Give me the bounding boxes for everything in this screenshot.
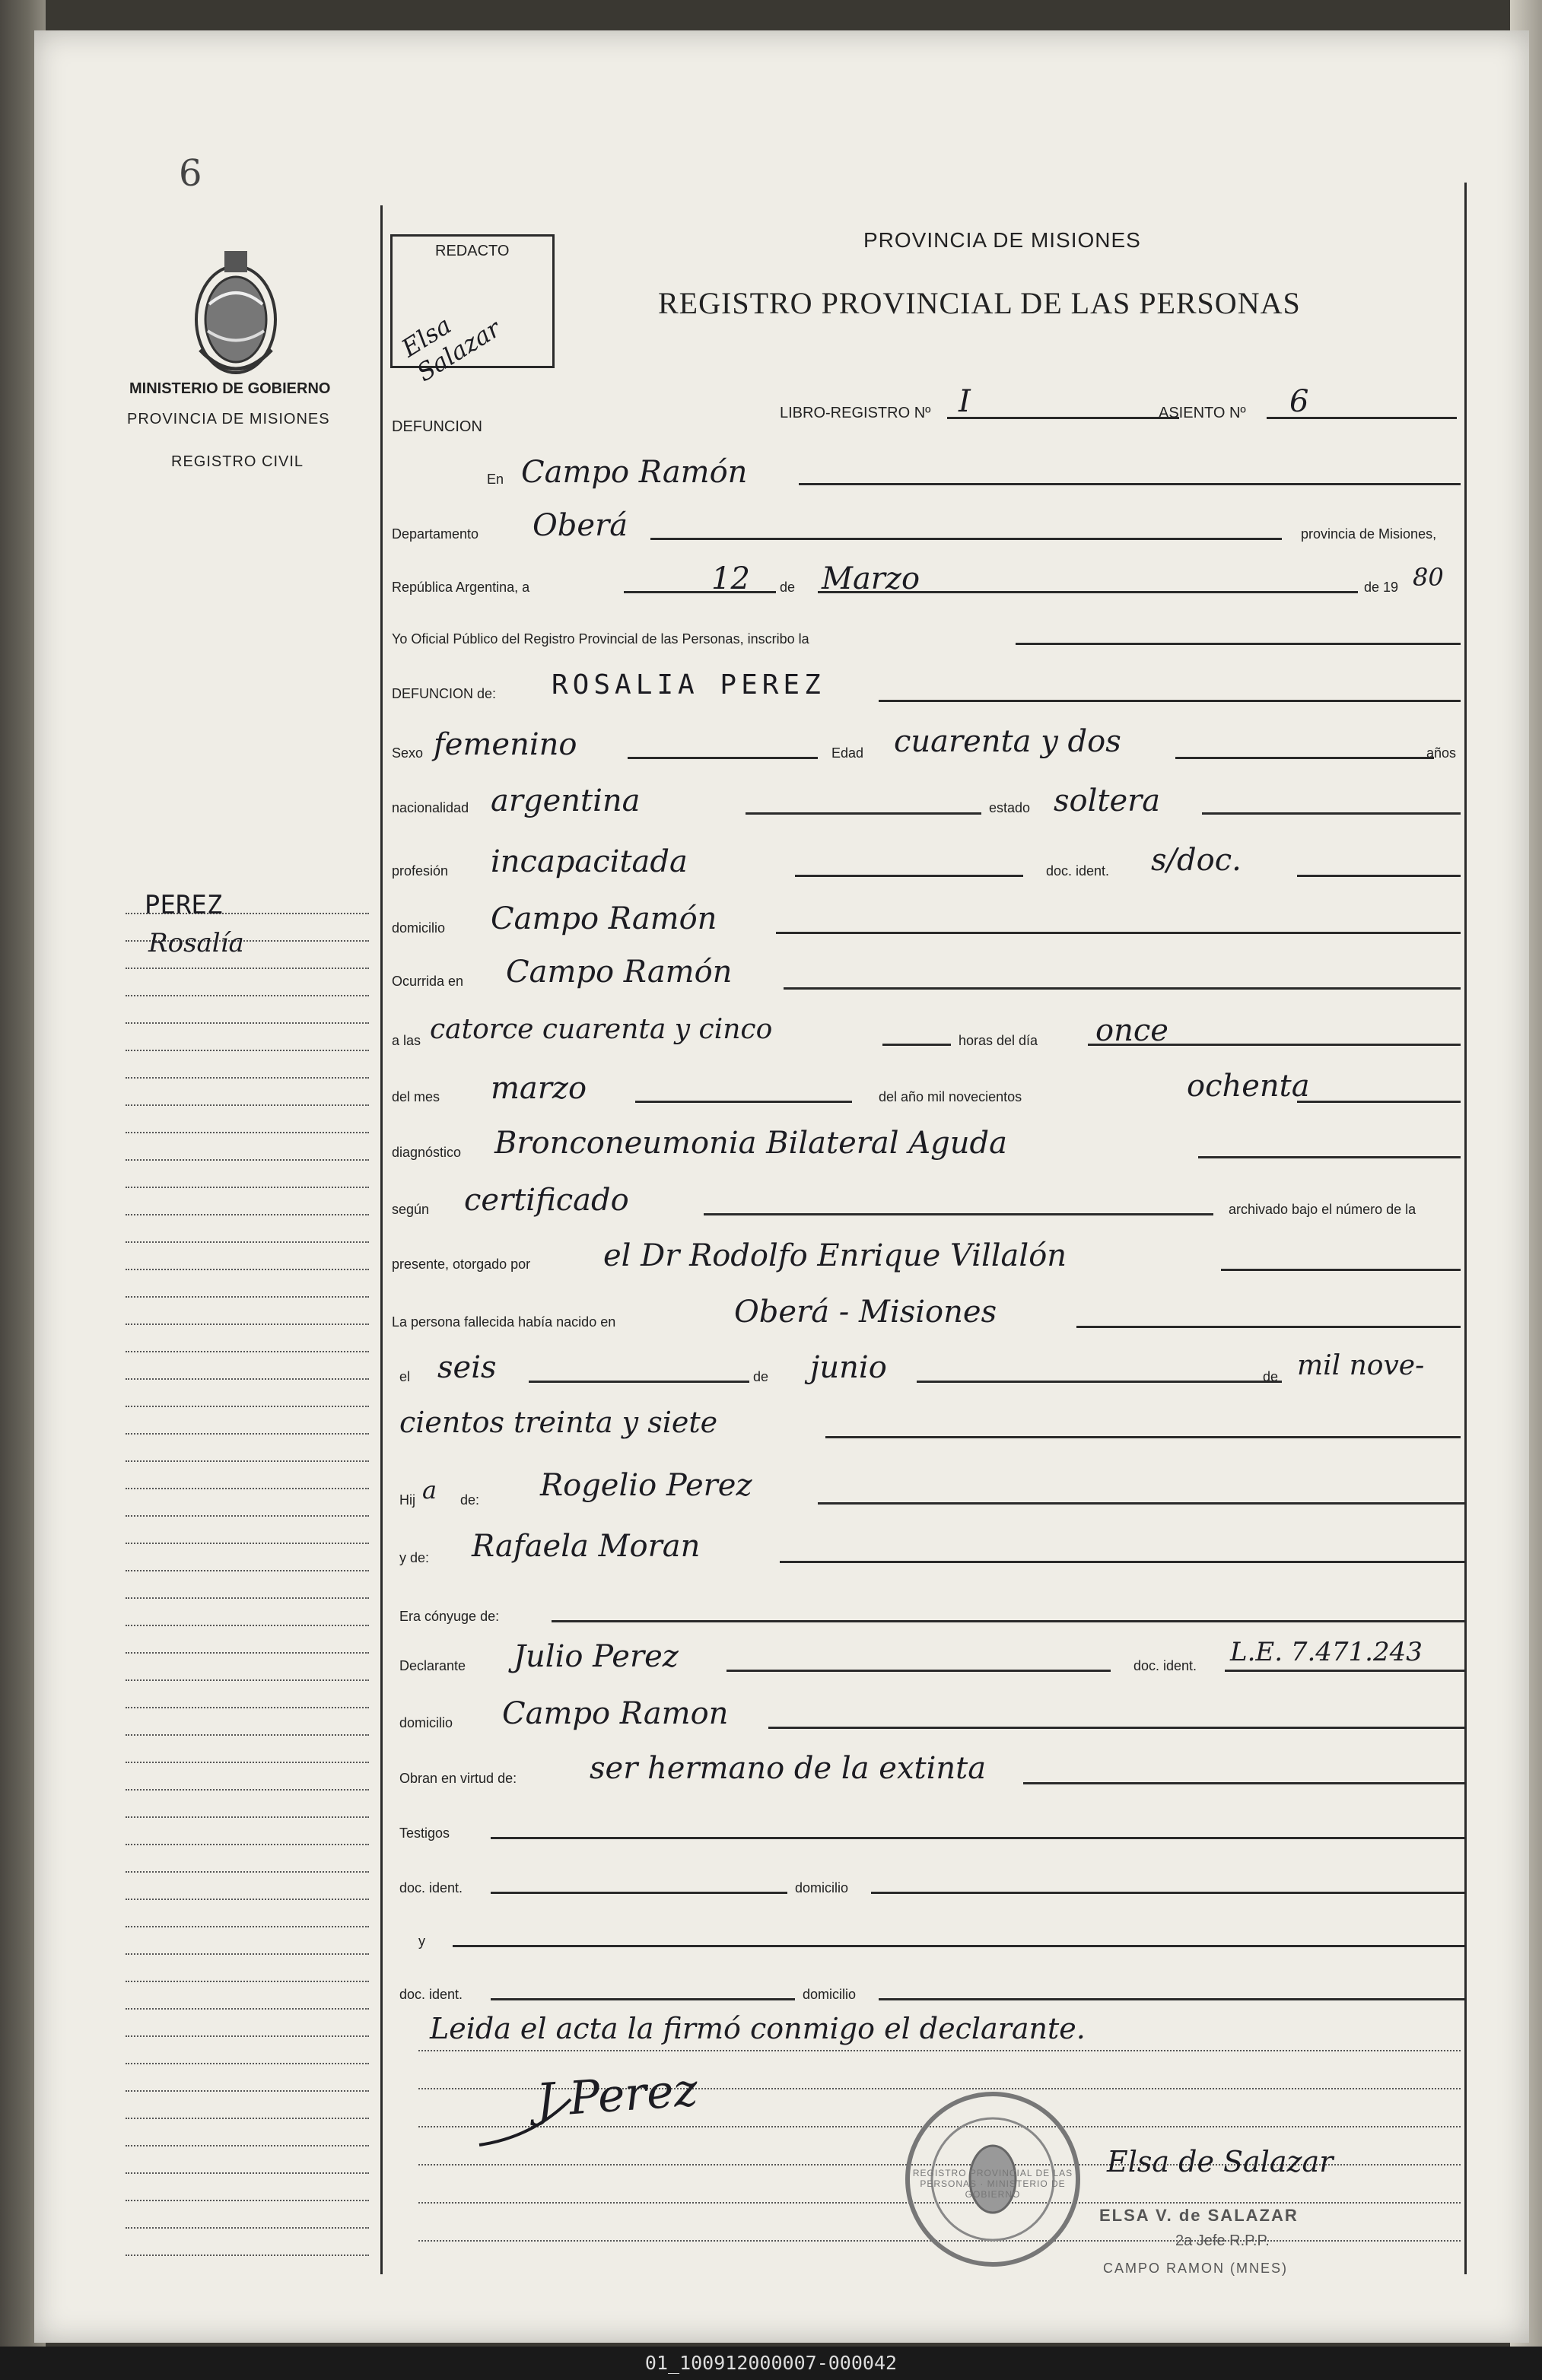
- yo-oficial-label: Yo Oficial Público del Registro Provincial de las Personas, inscribo la: [392, 631, 809, 647]
- y-line: [453, 1945, 1464, 1947]
- nac-mes-line: [917, 1381, 1282, 1383]
- coat-of-arms-icon: [186, 236, 285, 388]
- ministry-label: MINISTERIO DE GOBIERNO: [129, 380, 331, 397]
- testigos-line: [491, 1837, 1464, 1839]
- margin-rule: [126, 1214, 369, 1215]
- day-line: [624, 591, 776, 593]
- provincia-suffix: provincia de Misiones,: [1301, 526, 1437, 542]
- margin-rule: [126, 968, 369, 969]
- el-label: el: [399, 1369, 411, 1384]
- segun-label: según: [392, 1202, 430, 1217]
- nacido-value: Oberá - Misiones: [734, 1295, 997, 1330]
- mes-value: marzo: [491, 1071, 587, 1106]
- en-label: En: [487, 472, 504, 487]
- archivado-label: archivado bajo el número de la: [1229, 1202, 1416, 1217]
- diagnostico-label: diagnóstico: [392, 1145, 462, 1160]
- nacido-line: [1076, 1326, 1461, 1328]
- margin-rule: [126, 1406, 369, 1407]
- obran-value: ser hermano de la extinta: [590, 1751, 987, 1786]
- defuncion-de-line: [879, 700, 1461, 702]
- margin-given-name: Rosalía: [148, 928, 244, 958]
- defuncion-de-label: DEFUNCION de:: [392, 686, 497, 701]
- estado-line: [1202, 812, 1461, 815]
- entry-line: [1267, 417, 1457, 419]
- nacido-label: La persona fallecida había nacido en: [392, 1314, 616, 1330]
- declarante-line: [726, 1670, 1111, 1672]
- y-label: y: [418, 1934, 425, 1949]
- en-line: [799, 483, 1461, 485]
- margin-rule: [126, 1187, 369, 1188]
- margin-rule: [126, 1159, 369, 1161]
- hija-de-label: de:: [460, 1492, 480, 1508]
- sexo-label: Sexo: [392, 745, 424, 761]
- profesion-line: [795, 875, 1023, 877]
- y-de-label: y de:: [399, 1550, 430, 1565]
- t2-domicilio-line: [879, 1998, 1464, 2000]
- margin-rule: [126, 1899, 369, 1900]
- nac-ano-value-1: mil nove-: [1297, 1350, 1425, 1381]
- ocurrida-value: Campo Ramón: [506, 955, 733, 990]
- decl-doc-label: doc. ident.: [1133, 1658, 1197, 1673]
- day-value: 12: [711, 561, 750, 596]
- testigos-label: Testigos: [399, 1826, 450, 1841]
- obran-line: [1023, 1782, 1464, 1784]
- margin-rule: [126, 2200, 369, 2201]
- presente-label: presente, otorgado por: [392, 1257, 531, 1272]
- year-value: 80: [1413, 563, 1444, 592]
- margin-rule: [126, 1132, 369, 1133]
- hija-label-prefix: Hij: [399, 1492, 415, 1508]
- redacto-signature: Elsa Salazar: [396, 310, 506, 388]
- departamento-line: [650, 538, 1282, 540]
- a-las-line: [882, 1044, 951, 1046]
- declarant-signature-flourish: [472, 2069, 639, 2153]
- domicilio-line: [776, 932, 1461, 934]
- margin-rule: [126, 1241, 369, 1243]
- edad-value: cuarenta y dos: [894, 724, 1121, 759]
- diagnostico-line: [1198, 1156, 1461, 1158]
- sexo-value: femenino: [434, 727, 577, 762]
- nac-mes-value: junio: [810, 1350, 887, 1385]
- book-value: I: [959, 384, 971, 419]
- margin-rule: [126, 995, 369, 996]
- image-id-footer: 01_100912000007-000042: [0, 2347, 1542, 2380]
- margin-rule: [126, 1050, 369, 1051]
- book-line: [947, 417, 1179, 419]
- republica-label: República Argentina, a: [392, 580, 530, 595]
- month-line: [818, 591, 1358, 593]
- horas-label: horas del día: [959, 1033, 1038, 1048]
- entry-value: 6: [1289, 384, 1309, 419]
- margin-rule: [126, 2145, 369, 2146]
- t2-doc-line: [491, 1998, 795, 2000]
- margin-rule: [126, 1351, 369, 1352]
- a-las-label: a las: [392, 1033, 421, 1048]
- right-frame-line: [1464, 183, 1467, 2274]
- margin-rule: [126, 1762, 369, 1763]
- margin-rule: [126, 1378, 369, 1380]
- presente-value: el Dr Rodolfo Enrique Villalón: [603, 1238, 1067, 1273]
- del-mes-label: del mes: [392, 1089, 440, 1104]
- entry-label: ASIENTO Nº: [1159, 405, 1246, 421]
- defuncion-de-value: ROSALIA PEREZ: [552, 669, 825, 701]
- book-label: LIBRO-REGISTRO Nº: [780, 405, 931, 421]
- nac-ano-line: [825, 1436, 1461, 1438]
- margin-rule: [126, 1871, 369, 1873]
- doc-ident-label: doc. ident.: [1046, 863, 1110, 879]
- t2-doc-label: doc. ident.: [399, 1987, 463, 2002]
- margin-rule: [126, 1433, 369, 1435]
- anos-label: años: [1426, 745, 1457, 761]
- declarante-value: Julio Perez: [513, 1639, 679, 1674]
- margin-rule: [126, 1597, 369, 1599]
- province-label: PROVINCIA DE MISIONES: [127, 411, 330, 427]
- t-doc-line: [491, 1892, 787, 1894]
- segun-line: [704, 1213, 1213, 1215]
- stamp-place: CAMPO RAMON (MNES): [1103, 2261, 1288, 2276]
- departamento-value: Oberá: [533, 508, 628, 543]
- decl-domicilio-value: Campo Ramon: [502, 1696, 729, 1731]
- margin-rule: [126, 1816, 369, 1818]
- margin-rule: [126, 1570, 369, 1571]
- decl-doc-line: [1225, 1670, 1464, 1672]
- seal-text: REGISTRO PROVINCIAL DE LAS PERSONAS · MINISTERIO DE GOBIERNO: [912, 2168, 1073, 2200]
- a-las-value: catorce cuarenta y cinco: [430, 1014, 773, 1045]
- dia-line: [1088, 1044, 1461, 1046]
- margin-rule: [126, 1789, 369, 1791]
- nac-dia-value: seis: [437, 1350, 497, 1385]
- margin-rule: [126, 1323, 369, 1325]
- stamp-role: 2a Jefe R.P.P.: [1175, 2232, 1270, 2249]
- dia-value: once: [1095, 1013, 1168, 1048]
- t-domicilio-label: domicilio: [795, 1880, 849, 1895]
- margin-rule: [126, 1077, 369, 1079]
- margin-rule: [126, 1543, 369, 1544]
- margin-rule: [126, 1652, 369, 1654]
- margin-rule: [126, 1679, 369, 1681]
- ano-line: [1297, 1101, 1461, 1103]
- margin-rule: [126, 2063, 369, 2064]
- doc-ident-value: s/doc.: [1151, 843, 1242, 878]
- profesion-value: incapacitada: [491, 844, 688, 879]
- segun-value: certificado: [464, 1183, 629, 1218]
- margin-rule: [126, 2254, 369, 2256]
- record-type: DEFUNCION: [392, 418, 482, 435]
- declarante-label: Declarante: [399, 1658, 466, 1673]
- margin-rule: [126, 2008, 369, 2010]
- margin-rule: [126, 1926, 369, 1927]
- margin-rule: [126, 1515, 369, 1517]
- header-title: REGISTRO PROVINCIAL DE LAS PERSONAS: [658, 286, 1301, 320]
- ocurrida-label: Ocurrida en: [392, 974, 464, 989]
- left-frame-line: [380, 205, 383, 2274]
- decl-doc-value: L.E. 7.471.243: [1230, 1637, 1423, 1667]
- departamento-label: Departamento: [392, 526, 479, 542]
- official-signature: Elsa de Salazar: [1107, 2145, 1334, 2178]
- madre-line: [780, 1561, 1464, 1563]
- t2-domicilio-label: domicilio: [803, 1987, 857, 2002]
- de-label: de: [780, 580, 796, 595]
- margin-rule: [126, 2227, 369, 2229]
- declarant-signature: J Perez: [534, 2063, 700, 2128]
- doc-ident-line: [1297, 875, 1461, 877]
- obran-label: Obran en virtud de:: [399, 1771, 517, 1786]
- diagnostico-value: Bronconeumonia Bilateral Aguda: [494, 1126, 1007, 1161]
- margin-rule: [126, 2172, 369, 2174]
- edad-line: [1175, 757, 1434, 759]
- registry-label: REGISTRO CIVIL: [171, 453, 304, 470]
- t-domicilio-line: [871, 1892, 1464, 1894]
- closing-text: Leida el acta la firmó conmigo el declarante.: [430, 2012, 1086, 2045]
- redacto-stamp-box: [390, 234, 555, 388]
- register-page: [34, 30, 1529, 2343]
- margin-rule: [126, 1488, 369, 1489]
- margin-rule: [126, 1707, 369, 1708]
- closing-rule: [418, 2050, 1461, 2051]
- margin-rule: [126, 1734, 369, 1736]
- yo-oficial-line: [1016, 643, 1461, 645]
- margin-surname: PEREZ: [145, 890, 223, 920]
- hija-suffix: a: [422, 1476, 437, 1505]
- t-doc-label: doc. ident.: [399, 1880, 463, 1895]
- margin-rule: [126, 1844, 369, 1845]
- padre-value: Rogelio Perez: [540, 1468, 752, 1503]
- header-province: PROVINCIA DE MISIONES: [863, 228, 1141, 252]
- nac-de-label: de: [753, 1369, 769, 1384]
- estado-label: estado: [989, 800, 1031, 815]
- margin-rule: [126, 2090, 369, 2092]
- profesion-label: profesión: [392, 863, 449, 879]
- domicilio-label: domicilio: [392, 920, 446, 936]
- margin-rule: [126, 1460, 369, 1462]
- decl-domicilio-label: domicilio: [399, 1715, 453, 1730]
- redacto-label: REDACTO: [435, 243, 510, 259]
- en-value: Campo Ramón: [521, 455, 748, 490]
- month-value: Marzo: [822, 561, 920, 596]
- nacionalidad-label: nacionalidad: [392, 800, 469, 815]
- sexo-line: [628, 757, 818, 759]
- stamp-name: ELSA V. de SALAZAR: [1099, 2206, 1299, 2225]
- domicilio-value: Campo Ramón: [491, 901, 717, 936]
- conyuge-line: [552, 1620, 1464, 1622]
- nac-dia-line: [529, 1381, 749, 1383]
- page-number: 6: [179, 152, 202, 195]
- nac-de2-label: de: [1263, 1369, 1279, 1384]
- nac-ano-value-2: cientos treinta y siete: [399, 1406, 718, 1439]
- margin-rule: [126, 2035, 369, 2037]
- margin-rule: [126, 1296, 369, 1298]
- madre-value: Rafaela Moran: [472, 1529, 701, 1564]
- del-ano-label: del año mil novecientos: [879, 1089, 1022, 1104]
- conyuge-label: Era cónyuge de:: [399, 1609, 500, 1624]
- nacionalidad-line: [746, 812, 981, 815]
- margin-rule: [126, 1625, 369, 1626]
- edad-label: Edad: [831, 745, 864, 761]
- decl-domicilio-line: [768, 1727, 1464, 1729]
- margin-rule: [126, 1953, 369, 1955]
- estado-value: soltera: [1054, 783, 1161, 818]
- ocurrida-line: [784, 987, 1461, 990]
- ano-value: ochenta: [1187, 1069, 1310, 1104]
- nacionalidad-value: argentina: [491, 783, 641, 818]
- margin-rule: [126, 2118, 369, 2119]
- mes-line: [635, 1101, 852, 1103]
- margin-rule: [126, 1269, 369, 1270]
- margin-rule: [126, 1104, 369, 1106]
- margin-rule: [126, 1981, 369, 1982]
- margin-rule: [126, 1022, 369, 1024]
- presente-line: [1221, 1269, 1461, 1271]
- year-prefix: de 19: [1364, 580, 1399, 595]
- padre-line: [818, 1502, 1464, 1505]
